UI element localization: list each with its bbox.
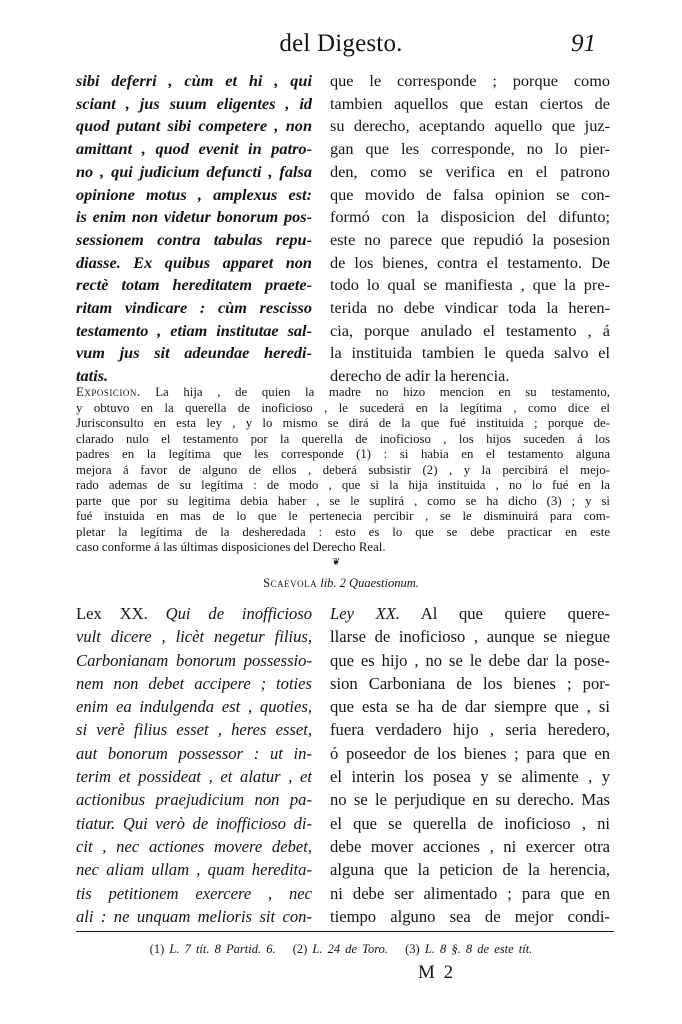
spanish-line: terida no debe vindicar toda la heren-: [330, 298, 610, 318]
spanish-line: este no parece que repudió la posesion: [330, 229, 610, 249]
spanish-line: fuera verdadero hijo , seria heredero,: [330, 720, 610, 740]
spanish-line: todo lo qual se manifiesta , que la pre-: [330, 275, 610, 295]
latin-line: cit , nec actiones movere debet,: [76, 836, 312, 856]
spanish-line: gan que les corresponde, no lo pier-: [330, 139, 610, 159]
latin-line: enim ea indulgenda est , quoties,: [76, 697, 312, 717]
spanish-line: de los bienes, contra el testamento. De: [330, 252, 610, 272]
latin-text-block-2: [76, 602, 312, 928]
latin-line: ali : ne unquam melioris sit con-: [76, 906, 312, 926]
exposicion-line: y obtuvo en la querella de inoficioso , le sucederá en la legítima , como dice el: [76, 400, 610, 415]
spanish-line: derecho de adir la herencia.: [330, 366, 510, 386]
latin-line: tatis.: [76, 366, 109, 386]
spanish-line: den, como se verifica en el patrono: [330, 161, 610, 181]
running-title: del Digesto.: [279, 30, 403, 57]
latin-line: testamento , etiam institutae sal-: [76, 320, 312, 340]
spanish-line: cia, porque anulado el testamento , á: [330, 320, 610, 340]
latin-line: vult dicere , licèt negetur filius,: [76, 627, 312, 647]
citation-work: lib. 2 Quaestionum.: [320, 576, 419, 590]
spanish-line: que le corresponde ; porque como: [330, 71, 610, 90]
latin-line: rectè totam hereditatem praete-: [76, 275, 312, 295]
latin-line: no , qui judicium defuncti , falsa: [76, 161, 312, 181]
latin-text-block-1: [76, 70, 312, 388]
exposicion-line: pletar la legítima de la desheredada : esto es lo que se debe practicar en este: [76, 524, 610, 539]
exposicion-line: Exposicion. La hija , de quien la madre no hizo mencion en su testamento,: [76, 385, 610, 399]
latin-line: diasse. Ex quibus apparet non: [76, 252, 312, 272]
latin-line: opinione motus , amplexus est:: [76, 184, 312, 204]
exposicion-line: parte que por su legitima debia haber , se le suplirá , como se ha dicho (3) ; y si: [76, 493, 610, 508]
spanish-line: el interin los posea y se alimente , y: [330, 767, 610, 787]
footnote-item: (1) L. 7 tít. 8 Partid. 6.: [149, 942, 276, 956]
spanish-line: tambien aquellos que estan ciertos de: [330, 93, 610, 113]
fleuron-ornament: ❦: [332, 557, 341, 568]
spanish-line: que movido de falsa opinion se con-: [330, 184, 610, 204]
latin-line: Carbonianam bonorum possessio-: [76, 650, 312, 670]
exposicion-line: mejora á favor de alguno de ellos , deberá subsistir (2) , y la percibirá el mejo-: [76, 462, 610, 477]
citation-author: Scaevola: [263, 576, 318, 590]
spanish-line: formó con la disposicion del difunto;: [330, 207, 610, 227]
spanish-line: llarse de inoficioso , aunque se niegue: [330, 627, 610, 647]
spanish-line: Ley XX. Al que quiere quere-: [330, 604, 610, 623]
spanish-line: la instituida tambien le queda salvo el: [330, 343, 610, 363]
spanish-line: que es hijo , no se le debe dar la pose-: [330, 650, 610, 670]
spanish-line: sion Carboniana de los bienes ; por-: [330, 673, 610, 693]
law-heading-latin: Lex XX.: [76, 604, 148, 623]
footnote-item: (3) L. 8 §. 8 de este tít.: [405, 942, 533, 956]
latin-line: terim et possideat , et alatur , et: [76, 767, 312, 787]
latin-line: amittant , quod evenit in patro-: [76, 139, 312, 159]
spanish-line: no se le perjudique en su derecho. Mas: [330, 790, 610, 810]
spanish-line: alguna que la peticion de la herencia,: [330, 860, 610, 880]
page-header: [0, 26, 682, 66]
footnotes: [0, 942, 682, 957]
latin-line: nec aliam ullam , quam heredita-: [76, 860, 312, 880]
exposicion-line: padres en la legítima que les corresponde (1) : si habia en el testamento alguna: [76, 447, 610, 461]
exposicion-line: fué instuida en mas de lo que le pertenecia percibir , se le disminuirá para com-: [76, 509, 610, 523]
latin-line: ritam vindicare : cùm rescisso: [76, 298, 312, 318]
latin-line: actionibus praejudicium non pa-: [76, 790, 312, 810]
spanish-text-block-2: [330, 602, 610, 928]
spanish-line: debe mover acciones , ni exercer otra: [330, 836, 610, 856]
exposicion-paragraph: [76, 385, 610, 556]
spanish-line: tiempo alguno sea de mejor condi-: [330, 906, 610, 926]
latin-line: si verè filius esset , heres esset,: [76, 720, 312, 740]
spanish-line: el que se querella de inoficioso , ni: [330, 813, 610, 833]
spanish-line: ó poseedor de los bienes ; para que en: [330, 743, 610, 763]
latin-line: tiatur. Qui verò de inofficioso di-: [76, 813, 312, 833]
law-heading-spanish: Ley XX.: [330, 604, 401, 623]
footnote-item: (2) L. 24 de Toro.: [292, 942, 388, 956]
latin-line: aut bonorum possessor : ut in-: [76, 743, 312, 763]
spanish-text-block-1: [330, 70, 610, 388]
latin-line: quod putant sibi competere , non: [76, 116, 312, 136]
exposicion-line: caso conforme á las últimas disposiciones del Derecho Real.: [76, 540, 386, 554]
source-citation: [0, 576, 682, 591]
signature-mark: M 2: [418, 962, 456, 983]
latin-line: Lex XX. Qui de inofficioso: [76, 604, 312, 623]
latin-line: tis petitionem exercere , nec: [76, 883, 312, 903]
exposicion-line: rado ademas de su legítima : de modo , que si la hija instituida , no lo fué en la: [76, 478, 610, 492]
spanish-line: su derecho, aceptando aquello que juz-: [330, 116, 610, 136]
latin-line: sibi deferri , cùm et hi , qui: [76, 71, 312, 90]
latin-line: sciant , jus suum eligentes , id: [76, 93, 312, 113]
latin-line: vum jus sit adeundae heredi-: [76, 343, 312, 363]
exposicion-line: Jurisconsulto en esta ley , y lo mismo se dirá de la que fué instituida ; porque de-: [76, 416, 610, 430]
latin-line: sessionem contra tabulas repu-: [76, 229, 312, 249]
spanish-line: que esta se ha de dar siempre que , si: [330, 697, 610, 717]
exposicion-line: clarado nulo el testamento por la querella de inoficioso , los hijos suceden á los: [76, 431, 610, 446]
spanish-line: ni debe ser alimentado ; para que en: [330, 883, 610, 903]
page-number: 91: [571, 30, 596, 57]
latin-line: nem non debet accipere ; toties: [76, 673, 312, 693]
footnote-rule: [76, 931, 614, 932]
latin-line: is enim non videtur bonorum pos-: [76, 207, 312, 227]
exposicion-label: Exposicion.: [76, 385, 141, 399]
